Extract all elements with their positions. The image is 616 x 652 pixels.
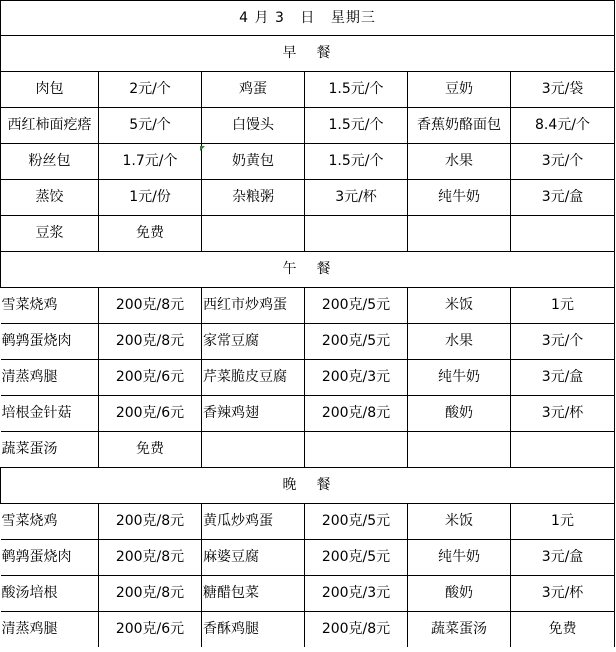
- dish-price: 200克/8元: [99, 324, 202, 360]
- dish-name: 酸汤培根: [1, 576, 99, 612]
- dish-price: 200克/3元: [305, 576, 408, 612]
- dish-name: 鸡蛋: [202, 72, 305, 108]
- dish-price: 3元/盒: [511, 360, 615, 396]
- dish-price: 3元/杯: [511, 396, 615, 432]
- dish-name: 粉丝包: [1, 144, 99, 180]
- dish-name: 杂粮粥: [202, 180, 305, 216]
- dish-name: 豆奶: [408, 72, 511, 108]
- dish-price: 2元/个: [99, 72, 202, 108]
- dish-price: 1元/份: [99, 180, 202, 216]
- dish-price: 200克/5元: [305, 324, 408, 360]
- dish-name: 鹌鹑蛋烧肉: [1, 540, 99, 576]
- empty-cell: [305, 432, 408, 468]
- empty-cell: [202, 216, 305, 252]
- dish-name: 白馒头: [202, 108, 305, 144]
- dish-name: 清蒸鸡腿: [1, 360, 99, 396]
- dish-name: 蔬菜蛋汤: [408, 612, 511, 648]
- dish-price: 1.7元/个: [99, 144, 202, 180]
- dish-name: 米饭: [408, 504, 511, 540]
- dish-name: 香辣鸡翅: [202, 396, 305, 432]
- dish-name: 雪菜烧鸡: [1, 504, 99, 540]
- breakfast-section-row: [1, 36, 615, 72]
- table-row: [1, 432, 615, 468]
- dish-name: 米饭: [408, 288, 511, 324]
- comment-marker-icon: [200, 146, 205, 151]
- date-month: 4: [239, 10, 250, 26]
- dish-price: 3元/杯: [511, 576, 615, 612]
- dish-price: 200克/8元: [99, 540, 202, 576]
- dish-price: 5元/个: [99, 108, 202, 144]
- dish-name: 糖醋包菜: [202, 576, 305, 612]
- dish-name: 麻婆豆腐: [202, 540, 305, 576]
- dish-price: 200克/5元: [305, 540, 408, 576]
- dish-name: 蔬菜蛋汤: [1, 432, 99, 468]
- dish-price: 3元/个: [511, 144, 615, 180]
- dish-name: 西红柿面疙瘩: [1, 108, 99, 144]
- dish-price: 3元/个: [511, 324, 615, 360]
- dish-price: 200克/8元: [99, 288, 202, 324]
- dish-name: 纯牛奶: [408, 180, 511, 216]
- dish-name: 豆浆: [1, 216, 99, 252]
- table-row: [1, 288, 615, 324]
- empty-cell: [305, 216, 408, 252]
- dish-name: 肉包: [1, 72, 99, 108]
- lunch-section-title: 午 餐: [1, 252, 615, 288]
- table-row: [1, 144, 615, 180]
- dish-name: 芹菜脆皮豆腐: [202, 360, 305, 396]
- dish-price: 1元: [511, 504, 615, 540]
- dish-price: 免费: [511, 612, 615, 648]
- dish-name: 纯牛奶: [408, 360, 511, 396]
- table-row: [1, 576, 615, 612]
- dish-name: 酸奶: [408, 396, 511, 432]
- table-row: [1, 360, 615, 396]
- table-row: [1, 324, 615, 360]
- dinner-section-title: 晚 餐: [1, 468, 615, 504]
- dish-name: 清蒸鸡腿: [1, 612, 99, 648]
- dish-price: 1.5元/个: [305, 144, 408, 180]
- breakfast-section-title: 早 餐: [1, 36, 615, 72]
- dish-name: 酸奶: [408, 576, 511, 612]
- dish-name: 蒸饺: [1, 180, 99, 216]
- dish-name: 黄瓜炒鸡蛋: [202, 504, 305, 540]
- dish-price: 3元/袋: [511, 72, 615, 108]
- dish-price: 200克/8元: [305, 612, 408, 648]
- dish-name: 西红市炒鸡蛋: [202, 288, 305, 324]
- table-row: [1, 108, 615, 144]
- empty-cell: [202, 432, 305, 468]
- date-row: [1, 1, 615, 36]
- dish-name: 鹌鹑蛋烧肉: [1, 324, 99, 360]
- dish-name: 家常豆腐: [202, 324, 305, 360]
- dish-price: 1.5元/个: [305, 72, 408, 108]
- dish-price: 3元/盒: [511, 540, 615, 576]
- dish-price: 200克/6元: [99, 360, 202, 396]
- dish-price: 200克/6元: [99, 396, 202, 432]
- dish-name: 培根金针菇: [1, 396, 99, 432]
- date-day: 3: [275, 10, 285, 26]
- empty-cell: [511, 216, 615, 252]
- date-title: [1, 1, 615, 36]
- date-weekday: 星期三: [330, 10, 376, 26]
- dish-price: 200克/8元: [99, 504, 202, 540]
- dish-name: 香蕉奶酪面包: [408, 108, 511, 144]
- dish-price: 8.4元/个: [511, 108, 615, 144]
- table-row: [1, 396, 615, 432]
- table-row: [1, 216, 615, 252]
- dish-name: 香酥鸡腿: [202, 612, 305, 648]
- dish-name: 雪菜烧鸡: [1, 288, 99, 324]
- dish-price: 3元/盒: [511, 180, 615, 216]
- dish-name: 水果: [408, 144, 511, 180]
- dish-name: 奶黄包: [202, 144, 305, 180]
- table-row: [1, 72, 615, 108]
- dish-price: 免费: [99, 432, 202, 468]
- dish-price: 200克/8元: [99, 576, 202, 612]
- table-row: [1, 612, 615, 648]
- dish-price: 200克/3元: [305, 360, 408, 396]
- table-row: [1, 504, 615, 540]
- dinner-section-row: [1, 468, 615, 504]
- dish-price: 1.5元/个: [305, 108, 408, 144]
- empty-cell: [511, 432, 615, 468]
- dish-price: 3元/杯: [305, 180, 408, 216]
- date-day-unit: 日: [300, 10, 316, 26]
- dish-name: 水果: [408, 324, 511, 360]
- table-row: [1, 540, 615, 576]
- date-month-unit: 月: [254, 10, 270, 26]
- dish-price: 200克/6元: [99, 612, 202, 648]
- empty-cell: [408, 432, 511, 468]
- dish-price: 200克/8元: [305, 396, 408, 432]
- dish-price: 免费: [99, 216, 202, 252]
- dish-name: 纯牛奶: [408, 540, 511, 576]
- lunch-section-row: [1, 252, 615, 288]
- dish-price: 200克/5元: [305, 288, 408, 324]
- dish-price: 1元: [511, 288, 615, 324]
- empty-cell: [408, 216, 511, 252]
- table-row: [1, 180, 615, 216]
- dish-price: 200克/5元: [305, 504, 408, 540]
